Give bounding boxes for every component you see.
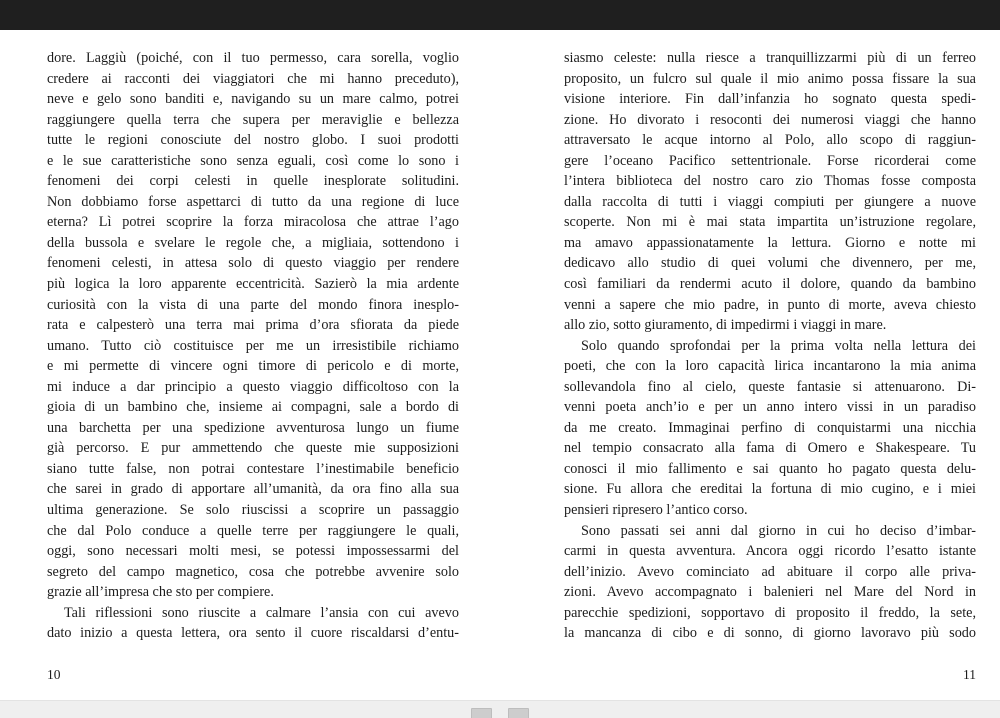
text-line: rata e calpesterò una terra mai prima d’ora sfiorata da piede (47, 317, 459, 334)
text-line: siasmo celeste: nulla riesce a tranquillizzarmi più di un ferreo (564, 50, 976, 66)
page-right-text (564, 48, 976, 644)
text-line: dato inizio a questa lettera, ora sento il cuore riscaldarsi d’entu- (47, 625, 459, 642)
text-line: già percorso. E pur ammettendo che queste mie supposizioni (47, 440, 459, 457)
text-line: oggi, sono necessari molti mesi, se potessi impossessarmi del (47, 543, 459, 560)
text-line: fenomeni dei corpi celesti in quelle inesplorate solitudini. (47, 173, 459, 190)
text-line: ma amavo appassionatamente la lettura. Giorno e notte mi (564, 234, 976, 251)
text-line: visione interiore. Fin dall’infanzia ho sognato questa spedi- (564, 91, 976, 108)
text-line: segreto del campo magnetico, cosa che potrebbe avvenire solo (47, 563, 459, 580)
text-line: l’intera biblioteca del nostro caro zio Thomas fosse composta (564, 173, 976, 190)
page-left-text (47, 48, 459, 644)
text-line: gioia di un bambino che, insieme ai compagni, sale a bordo di (47, 399, 459, 416)
text-line: che sarei in grado di apportare all’umanità, da ora fino alla sua (47, 481, 459, 498)
text-line: della bussola e svelare le regole che, a migliaia, sottendono i (47, 234, 459, 251)
bottom-bar (0, 700, 1000, 718)
text-line: e mi permette di vincere ogni timore di pericolo e di morte, (47, 358, 459, 375)
text-line: da me creato. Immaginai perfino di conquistarmi una nicchia (564, 419, 976, 436)
page-thumbnail-2[interactable] (508, 708, 529, 718)
text-line: che dal Polo conduce a quelle terre per raggiungere le quali, (47, 522, 459, 539)
text-line: umano. Tutto ciò costituisce per me un irresistibile richiamo (47, 337, 459, 354)
text-line: venni a sapere che mio padre, in punto di morte, aveva chiesto (564, 296, 976, 313)
text-line: dore. Laggiù (poiché, con il tuo permesso, cara sorella, voglio (47, 50, 459, 66)
text-line: Sono passati sei anni dal giorno in cui ho deciso d’imbar- (581, 522, 976, 539)
text-line: raggiungere quella terra che supera per meraviglie e bellezza (47, 111, 459, 128)
text-line: pensieri ripresero l’antico corso. (564, 502, 748, 519)
text-line: credere ai racconti dei viaggiatori che mi hanno preceduto), (47, 70, 459, 87)
book-spread (0, 30, 1000, 700)
text-line: eterna? Lì potrei scoprire la forza miracolosa che attrae l’ago (47, 214, 459, 231)
text-line: sione. Fu allora che ereditai la fortuna di mio cugino, e i miei (564, 481, 976, 498)
text-line: zione. Ho divorato i resoconti dei numerosi viaggi che hanno (564, 111, 976, 128)
text-line: proposito, un fulcro sul quale il mio animo possa fissare la sua (564, 70, 976, 87)
text-line: siano tutte false, non potrai contestare l’inestimabile beneficio (47, 460, 459, 477)
text-line: e le sue caratteristiche sono senza eguali, così come lo sono i (47, 152, 459, 169)
text-line: Tali riflessioni sono riuscite a calmare l’ansia con cui avevo (64, 604, 459, 621)
text-line: zioni. Avevo accompagnato i balenieri nel Mare del Nord in (564, 584, 976, 601)
top-bar (0, 0, 1000, 30)
text-line: dedicavo allo studio di quei volumi che divennero, per me, (564, 255, 976, 272)
text-line: nel tempio consacrato alla fama di Omero e Shakespeare. Tu (564, 440, 976, 457)
text-line: carmi in questa avventura. Ancora oggi ricordo l’esatto istante (564, 543, 976, 560)
text-line: Non dobbiamo forse aspettarci di tutto da una regione di luce (47, 193, 459, 210)
page-right (564, 48, 976, 683)
text-line: fenomeni celesti, in attesa solo di questo viaggio per rendere (47, 255, 459, 272)
text-line: grazie all’impresa che sto per compiere. (47, 584, 274, 601)
text-line: ultima generazione. Se solo riuscissi a scoprire un passaggio (47, 502, 459, 519)
text-line: neve e gelo sono banditi e, navigando su un mare calmo, potrei (47, 91, 459, 108)
text-line: scoperte. Non mi è mai stata impartita un’istruzione regolare, (564, 214, 976, 231)
page-thumbnail-1[interactable] (471, 708, 492, 718)
page-left (47, 48, 459, 683)
text-line: più logica la loro apparente eccentricità. Sazierò la mia ardente (47, 276, 459, 293)
text-line: gere l’oceano Pacifico settentrionale. Forse ricorderai come (564, 152, 976, 169)
page-number-right: 11 (963, 666, 976, 682)
text-line: venni poeta anch’io e per un anno intero vissi in un paradiso (564, 399, 976, 416)
text-line: sollevandola fino al cielo, queste fantasie si attenuarono. Di- (564, 378, 976, 395)
text-line: poeti, che con la loro capacità lirica incantarono la mia anima (564, 358, 976, 375)
text-line: tutte le regioni conosciute del nostro globo. I suoi prodotti (47, 132, 459, 149)
text-line: Solo quando sprofondai per la prima volta nella lettura dei (581, 337, 976, 354)
text-line: così familiari da rendermi acuto il dolore, quando da bambino (564, 276, 976, 293)
text-line: curiosità con la vista di una parte del mondo finora inesplo- (47, 296, 459, 313)
text-line: conosci il mio fallimento e sai quanto ho pagato questa delu- (564, 460, 976, 477)
text-line: mi induce a dar principio a questo viaggio difficoltoso con la (47, 378, 459, 395)
page-number-left: 10 (47, 666, 61, 682)
text-line: dell’inizio. Avevo cominciato ad abituare il corpo alle priva- (564, 563, 976, 580)
text-line: dalla raccolta di tutti i viaggi compiuti per giungere a nuove (564, 193, 976, 210)
text-line: la mancanza di cibo e di sonno, di giorno lavoravo più sodo (564, 625, 976, 642)
text-line: allo zio, sotto giuramento, di impedirmi i viaggi in mare. (564, 317, 887, 334)
text-line: attraversato le acque intorno al Polo, allo scopo di raggiun- (564, 132, 976, 149)
text-line: una barchetta per una spedizione avventurosa lungo un fiume (47, 419, 459, 436)
text-line: parecchie spedizioni, sopportavo di proposito il freddo, la sete, (564, 604, 976, 621)
